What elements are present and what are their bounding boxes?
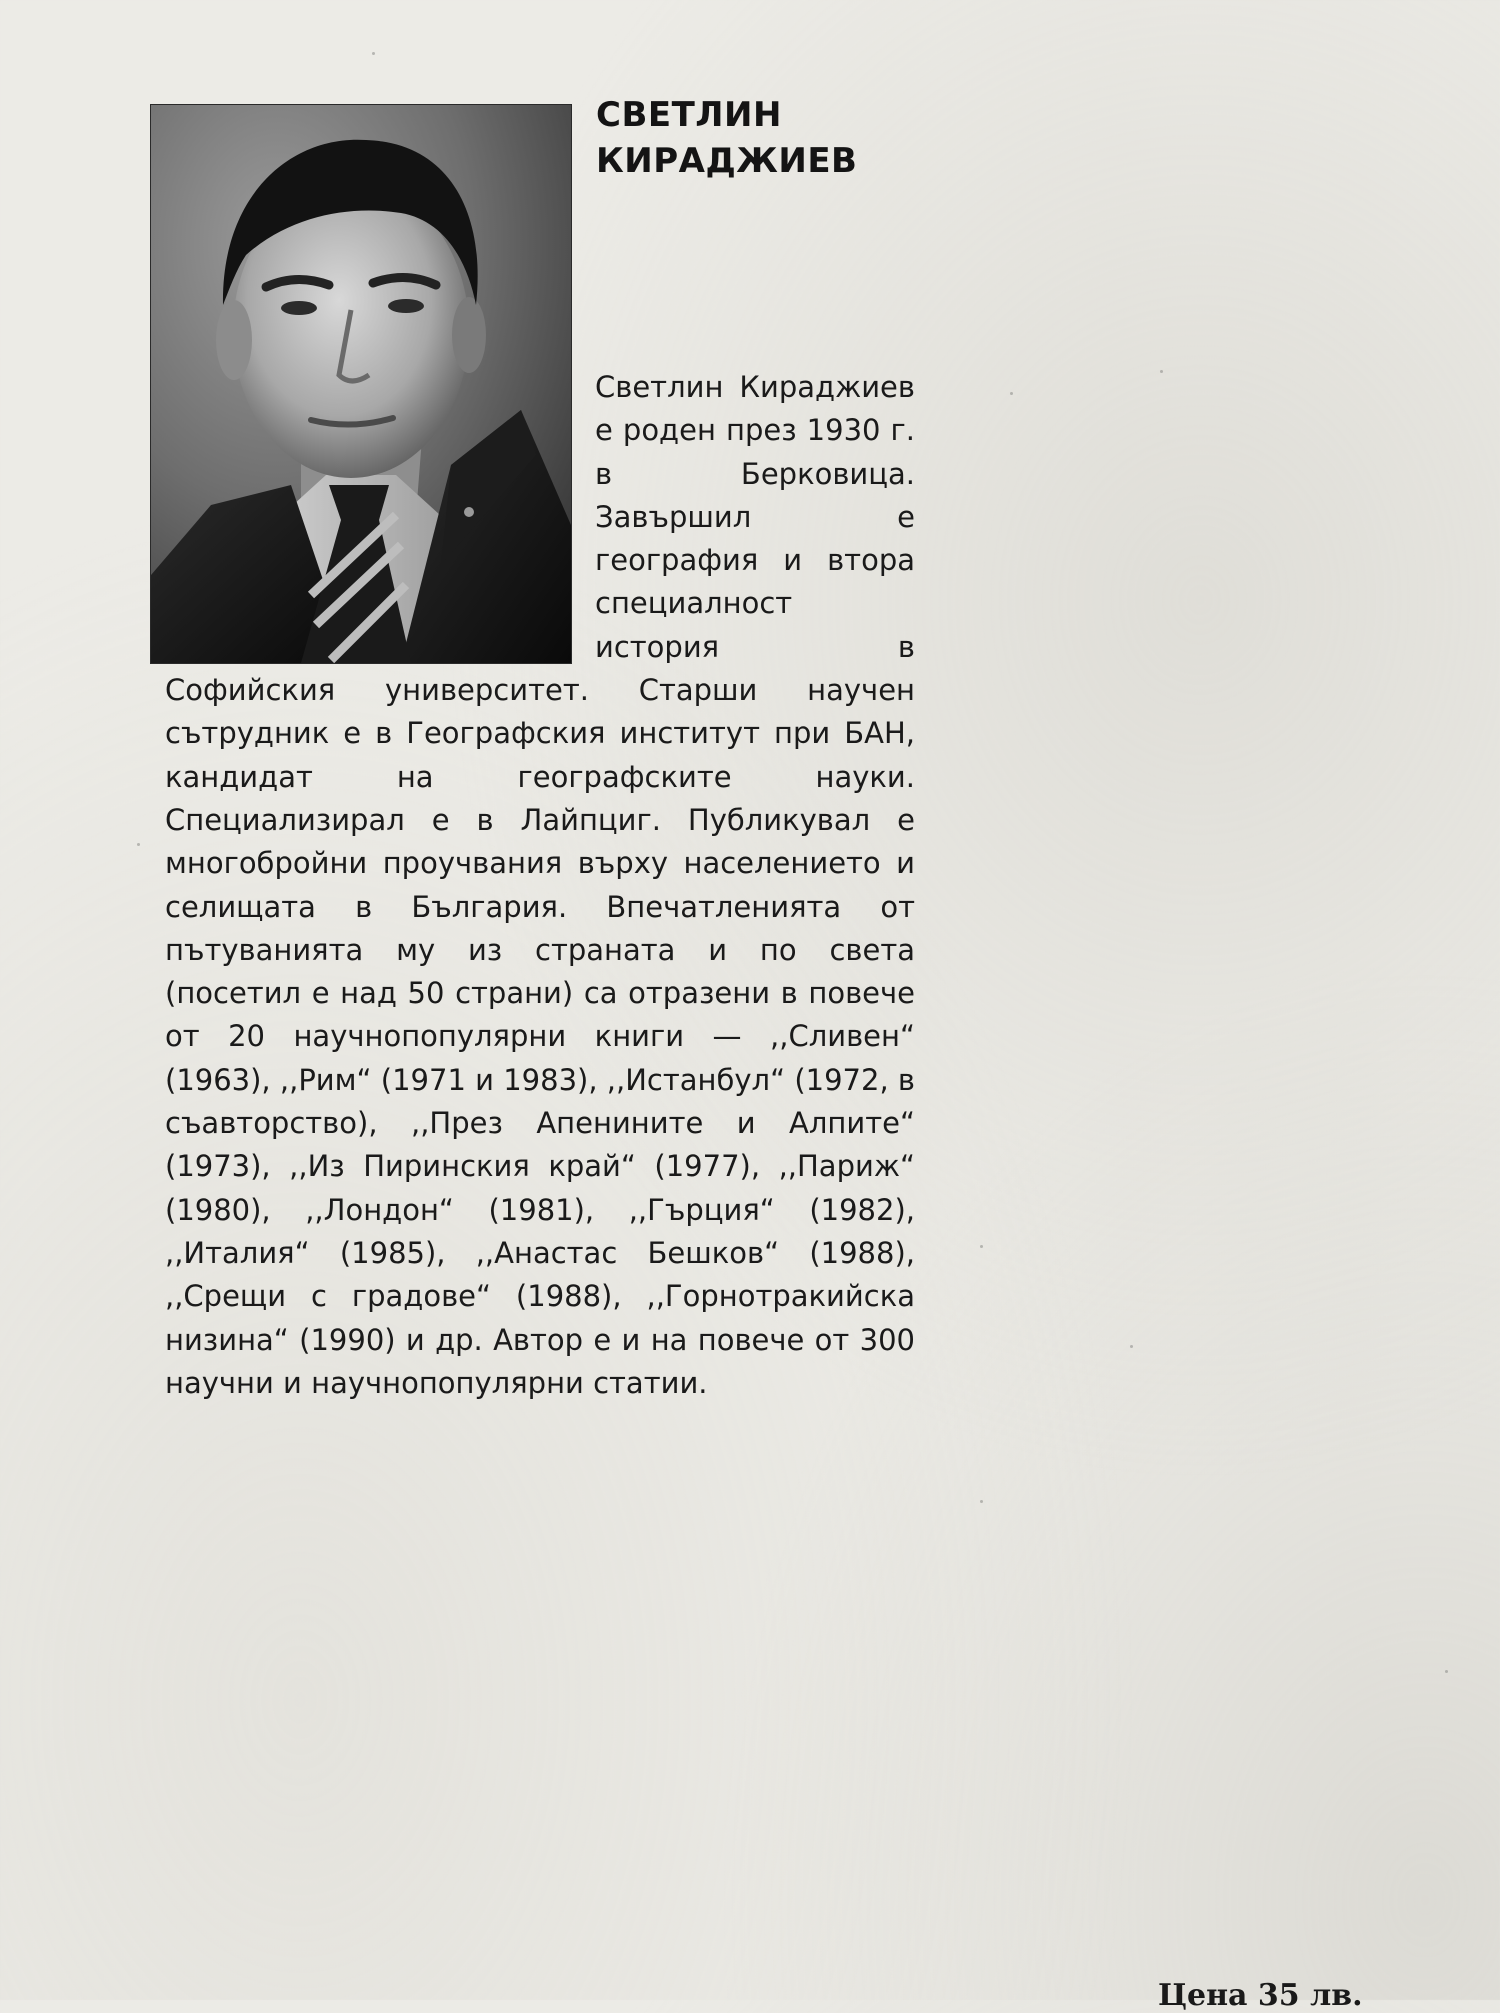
paper-speck [980,1500,983,1503]
paper-speck [1010,392,1013,395]
paper-speck [372,52,375,55]
paper-speck [137,843,140,846]
paper-speck [1160,370,1163,373]
biography-text: Светлин Кираджиев е роден през 1930 г. в Берковица. Завършил е география и втора специалност история в Софийския университет. Старши научен сътрудник е в Географския институт при БАН, кандидат на географските науки. Специализирал е в Лайпциг. Публикувал е многобройни проучвания върху населението и селищата в България. Впечатленията от пътуванията му из страната и по света (посетил е над 50 страни) са отразени в повече от 20 научнопопулярни книги — ,,Сливен“ (1963), ,,Рим“ (1971 и 1983), ,,Истанбул“ (1972, в съавторство), ,,През Апенините и Алпите“ (1973), ,,Из Пиринския край“ (1977), ,,Париж“ (1980), ,,Лондон“ (1981), ,,Гърция“ (1982), ,,Италия“ (1985), ,,Анастас Бешков“ (1988), ,,Срещи с градове“ (1988), ,,Горнотракийска низина“ (1990) и др. Автор е и на повече от 300 научни и научнопопулярни статии. [165,370,915,1400]
paper-speck [1445,1670,1448,1673]
price-label: Цена 35 лв. [1158,1978,1363,2013]
photo-wrap-spacer [165,366,595,661]
author-first-name: СВЕТЛИН [596,95,782,135]
author-biography [165,366,915,1405]
author-name-heading [596,92,857,184]
paper-speck [1130,1345,1133,1348]
author-last-name: КИРАДЖИЕВ [596,141,858,181]
paper-speck [980,1245,983,1248]
